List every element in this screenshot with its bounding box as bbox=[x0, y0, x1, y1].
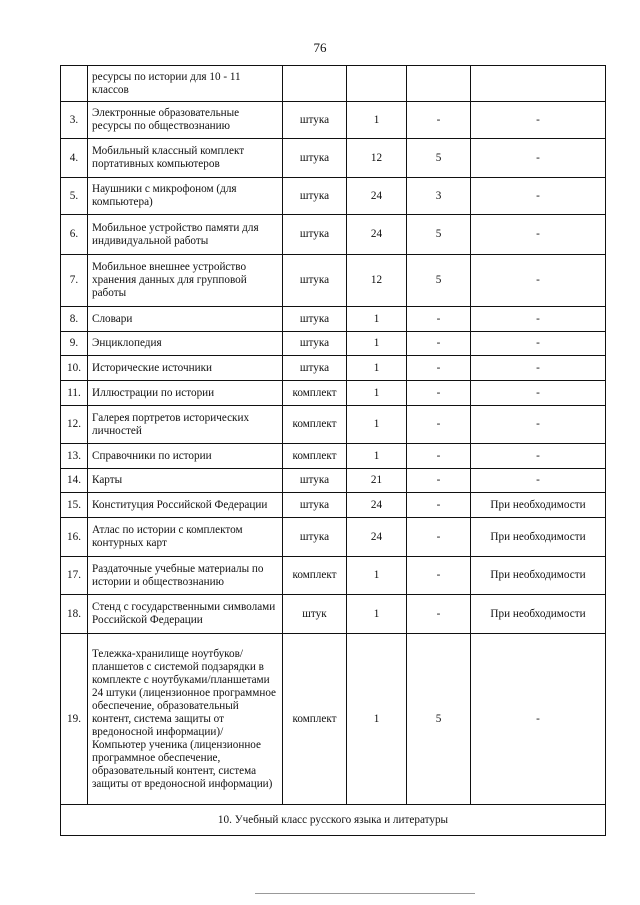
item-name: Тележка-хранилище ноутбуков/планшетов с системой подзарядки в комплекте с ноутбуками/планшетами 24 штуки (лицензионное программное обеспечение, образовательный контент, система защиты от вредоносной информации)/ Компьютер ученика (лицензионное программное обеспечение, образовательный контент, система защиты от вредоносной информации) bbox=[88, 634, 283, 805]
item-name: Электронные образовательные ресурсы по обществознанию bbox=[88, 102, 283, 139]
note-cell: При необходимости bbox=[471, 518, 606, 557]
note-cell: - bbox=[471, 444, 606, 469]
quantity-alt-cell: - bbox=[407, 381, 471, 406]
note-cell: - bbox=[471, 634, 606, 805]
unit-cell: комплект bbox=[283, 381, 347, 406]
quantity-alt-cell: - bbox=[407, 444, 471, 469]
table-row bbox=[61, 406, 606, 444]
item-name: Мобильный классный комплект портативных компьютеров bbox=[88, 139, 283, 178]
unit-cell: штука bbox=[283, 469, 347, 493]
table-row bbox=[61, 381, 606, 406]
quantity-cell: 1 bbox=[347, 406, 407, 444]
note-cell: - bbox=[471, 215, 606, 255]
quantity-alt-cell: - bbox=[407, 469, 471, 493]
item-name: Конституция Российской Федерации bbox=[88, 493, 283, 518]
table-row bbox=[61, 493, 606, 518]
row-number: 17. bbox=[61, 557, 88, 595]
quantity-cell: 1 bbox=[347, 557, 407, 595]
table-row bbox=[61, 332, 606, 356]
unit-cell: штука bbox=[283, 102, 347, 139]
footer-rule bbox=[255, 893, 475, 894]
unit-cell: комплект bbox=[283, 557, 347, 595]
item-name: Исторические источники bbox=[88, 356, 283, 381]
note-cell: - bbox=[471, 381, 606, 406]
unit-cell: штука bbox=[283, 332, 347, 356]
table-row bbox=[61, 139, 606, 178]
row-number: 18. bbox=[61, 595, 88, 634]
row-number: 3. bbox=[61, 102, 88, 139]
unit-cell: штука bbox=[283, 255, 347, 307]
table-row bbox=[61, 255, 606, 307]
row-number: 11. bbox=[61, 381, 88, 406]
unit-cell: комплект bbox=[283, 634, 347, 805]
table-row bbox=[61, 518, 606, 557]
table-row bbox=[61, 469, 606, 493]
page-number: 76 bbox=[313, 40, 327, 55]
quantity-alt-cell bbox=[407, 66, 471, 102]
row-number: 15. bbox=[61, 493, 88, 518]
row-number: 7. bbox=[61, 255, 88, 307]
row-number: 13. bbox=[61, 444, 88, 469]
quantity-cell: 1 bbox=[347, 444, 407, 469]
unit-cell: штука bbox=[283, 139, 347, 178]
unit-cell: штука bbox=[283, 307, 347, 332]
note-cell: - bbox=[471, 178, 606, 215]
table-row bbox=[61, 178, 606, 215]
quantity-cell: 24 bbox=[347, 518, 407, 557]
quantity-alt-cell: - bbox=[407, 332, 471, 356]
item-name: ресурсы по истории для 10 - 11 классов bbox=[88, 66, 283, 102]
quantity-alt-cell: - bbox=[407, 102, 471, 139]
quantity-cell: 1 bbox=[347, 381, 407, 406]
quantity-cell: 1 bbox=[347, 634, 407, 805]
section-title: 10. Учебный класс русского языка и литературы bbox=[61, 805, 606, 836]
quantity-cell: 12 bbox=[347, 139, 407, 178]
row-number: 4. bbox=[61, 139, 88, 178]
note-cell: - bbox=[471, 102, 606, 139]
quantity-alt-cell: 5 bbox=[407, 215, 471, 255]
note-cell: - bbox=[471, 307, 606, 332]
quantity-cell: 24 bbox=[347, 493, 407, 518]
item-name: Мобильное внешнее устройство хранения данных для групповой работы bbox=[88, 255, 283, 307]
note-cell: При необходимости bbox=[471, 493, 606, 518]
row-number: 19. bbox=[61, 634, 88, 805]
quantity-cell: 1 bbox=[347, 356, 407, 381]
table-row bbox=[61, 634, 606, 805]
row-number: 10. bbox=[61, 356, 88, 381]
table-row bbox=[61, 102, 606, 139]
quantity-alt-cell: 3 bbox=[407, 178, 471, 215]
row-number: 12. bbox=[61, 406, 88, 444]
unit-cell: штука bbox=[283, 178, 347, 215]
row-number: 9. bbox=[61, 332, 88, 356]
quantity-alt-cell: 5 bbox=[407, 139, 471, 178]
unit-cell bbox=[283, 66, 347, 102]
note-cell: - bbox=[471, 332, 606, 356]
item-name: Карты bbox=[88, 469, 283, 493]
quantity-cell: 1 bbox=[347, 332, 407, 356]
quantity-alt-cell: 5 bbox=[407, 255, 471, 307]
unit-cell: штука bbox=[283, 215, 347, 255]
note-cell: - bbox=[471, 356, 606, 381]
quantity-cell: 24 bbox=[347, 215, 407, 255]
quantity-alt-cell: - bbox=[407, 493, 471, 518]
item-name: Раздаточные учебные материалы по истории и обществознанию bbox=[88, 557, 283, 595]
item-name: Атлас по истории с комплектом контурных карт bbox=[88, 518, 283, 557]
quantity-cell: 24 bbox=[347, 178, 407, 215]
item-name: Иллюстрации по истории bbox=[88, 381, 283, 406]
item-name: Энциклопедия bbox=[88, 332, 283, 356]
note-cell: При необходимости bbox=[471, 557, 606, 595]
quantity-alt-cell: - bbox=[407, 356, 471, 381]
table-row bbox=[61, 66, 606, 102]
quantity-alt-cell: - bbox=[407, 557, 471, 595]
quantity-alt-cell: - bbox=[407, 406, 471, 444]
unit-cell: штука bbox=[283, 518, 347, 557]
table-row bbox=[61, 444, 606, 469]
quantity-alt-cell: 5 bbox=[407, 634, 471, 805]
quantity-cell: 1 bbox=[347, 307, 407, 332]
quantity-alt-cell: - bbox=[407, 518, 471, 557]
row-number: 5. bbox=[61, 178, 88, 215]
quantity-cell bbox=[347, 66, 407, 102]
row-number: 8. bbox=[61, 307, 88, 332]
table-row bbox=[61, 215, 606, 255]
quantity-alt-cell: - bbox=[407, 307, 471, 332]
quantity-cell: 1 bbox=[347, 102, 407, 139]
row-number: 6. bbox=[61, 215, 88, 255]
table-row bbox=[61, 595, 606, 634]
note-cell: - bbox=[471, 139, 606, 178]
table-row bbox=[61, 307, 606, 332]
equipment-table bbox=[60, 65, 606, 836]
unit-cell: штук bbox=[283, 595, 347, 634]
quantity-cell: 1 bbox=[347, 595, 407, 634]
section-row bbox=[61, 805, 606, 836]
unit-cell: штука bbox=[283, 493, 347, 518]
row-number: 16. bbox=[61, 518, 88, 557]
row-number: 14. bbox=[61, 469, 88, 493]
table-row bbox=[61, 356, 606, 381]
item-name: Справочники по истории bbox=[88, 444, 283, 469]
note-cell: - bbox=[471, 469, 606, 493]
note-cell bbox=[471, 66, 606, 102]
item-name: Мобильное устройство памяти для индивидуальной работы bbox=[88, 215, 283, 255]
note-cell: При необходимости bbox=[471, 595, 606, 634]
item-name: Наушники с микрофоном (для компьютера) bbox=[88, 178, 283, 215]
note-cell: - bbox=[471, 406, 606, 444]
unit-cell: комплект bbox=[283, 406, 347, 444]
unit-cell: комплект bbox=[283, 444, 347, 469]
item-name: Стенд с государственными символами Российской Федерации bbox=[88, 595, 283, 634]
unit-cell: штука bbox=[283, 356, 347, 381]
note-cell: - bbox=[471, 255, 606, 307]
table-row bbox=[61, 557, 606, 595]
quantity-cell: 21 bbox=[347, 469, 407, 493]
item-name: Словари bbox=[88, 307, 283, 332]
item-name: Галерея портретов исторических личностей bbox=[88, 406, 283, 444]
quantity-cell: 12 bbox=[347, 255, 407, 307]
row-number bbox=[61, 66, 88, 102]
quantity-alt-cell: - bbox=[407, 595, 471, 634]
